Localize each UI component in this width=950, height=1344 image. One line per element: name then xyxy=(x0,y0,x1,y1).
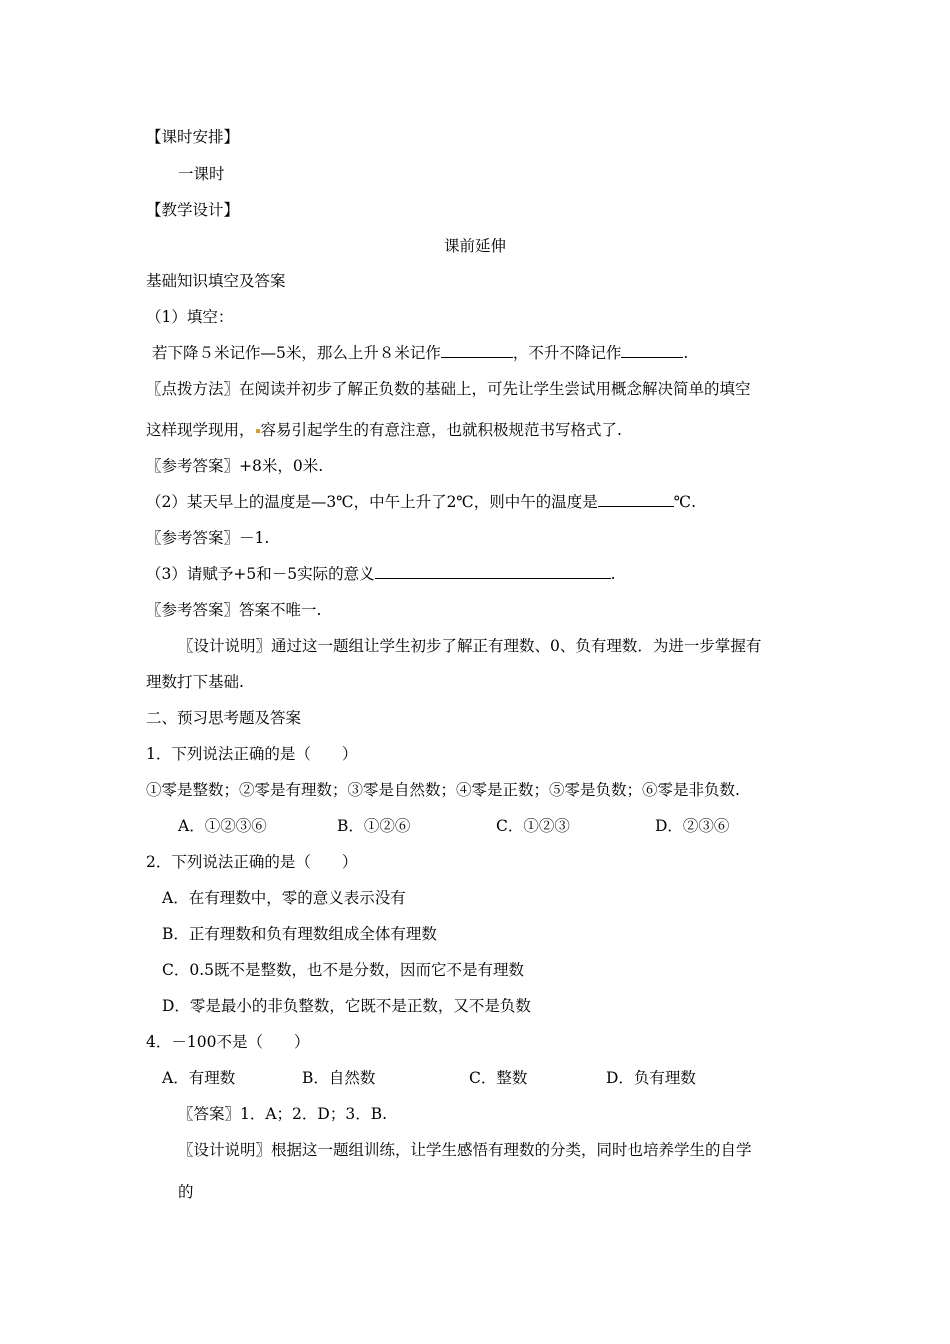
q3-text-a: （3）请赋予+5和－5实际的意义 xyxy=(146,565,375,583)
answer-summary: 〖答案〗1．A；2．D；3．B. xyxy=(178,1105,388,1123)
q1-line xyxy=(152,343,688,363)
question-2: 2．下列说法正确的是（ ） xyxy=(146,853,358,871)
q1-option-b: B．①②⑥ xyxy=(337,817,411,835)
answer-blank xyxy=(441,343,513,358)
answer-blank xyxy=(621,343,683,358)
q1-option-c: C．①②③ xyxy=(496,817,570,835)
part2-title: 二、预习思考题及答案 xyxy=(146,709,302,727)
q2-option-a: A．在有理数中，零的意义表示没有 xyxy=(162,889,406,907)
q2-option-b: B．正有理数和负有理数组成全体有理数 xyxy=(162,925,437,943)
tip-line-2 xyxy=(146,420,622,440)
design-note-1-line-1: 〖设计说明〗通过这一题组让学生初步了解正有理数、0、负有理数．为进一步掌握有 xyxy=(178,637,762,655)
answer-blank xyxy=(375,564,611,579)
design-heading: 【教学设计】 xyxy=(146,201,240,219)
part1-title: 基础知识填空及答案 xyxy=(146,272,286,290)
tip-line-1: 〖点拨方法〗在阅读并初步了解正负数的基础上，可先让学生尝试用概念解决简单的填空 xyxy=(146,380,751,398)
tip-line-2a: 这样现学现用， xyxy=(146,421,255,439)
q3-line xyxy=(146,564,616,584)
q2-text-b: ℃. xyxy=(673,493,697,511)
q1-option-d: D．②③⑥ xyxy=(655,817,730,835)
mark-dot xyxy=(256,429,260,433)
q4-option-b: B．自然数 xyxy=(302,1069,376,1087)
schedule-heading: 【课时安排】 xyxy=(146,128,240,146)
q3-text-b: . xyxy=(610,565,616,583)
q2-option-d: D．零是最小的非负整数，它既不是正数，又不是负数 xyxy=(162,997,531,1015)
schedule-value: 一课时 xyxy=(178,165,225,183)
q2-line xyxy=(146,492,696,512)
answer-blank xyxy=(598,492,674,507)
q1-text-c: . xyxy=(683,344,689,362)
q1-text-a: 若下降５米记作—5米，那么上升８米记作 xyxy=(152,344,441,362)
q2-option-c: C．0.5既不是整数，也不是分数，因而它不是有理数 xyxy=(162,961,525,979)
question-1: 1．下列说法正确的是（ ） xyxy=(146,745,358,763)
q1-option-a: A．①②③⑥ xyxy=(178,817,267,835)
q2-text-a: （2）某天早上的温度是—3℃，中午上升了2℃，则中午的温度是 xyxy=(146,493,598,511)
question-1-statements: ①零是整数；②零是有理数；③零是自然数；④零是正数；⑤零是负数；⑥零是非负数. xyxy=(146,781,740,799)
q1-text-b: ，不升不降记作 xyxy=(512,344,622,362)
answer-3: 〖参考答案〗答案不唯一. xyxy=(146,601,322,619)
question-4: 4．－100不是（ ） xyxy=(146,1033,310,1051)
q4-option-a: A．有理数 xyxy=(162,1069,236,1087)
q4-option-c: C．整数 xyxy=(469,1069,528,1087)
tip-line-2b: 容易引起学生的有意注意，也就积极规范书写格式了. xyxy=(260,421,622,439)
answer-1: 〖参考答案〗+8米，0米. xyxy=(146,457,324,475)
section-title: 课前延伸 xyxy=(443,237,506,255)
design-note-1-line-2: 理数打下基础. xyxy=(146,673,244,691)
answer-2: 〖参考答案〗－1. xyxy=(146,529,270,547)
design-note-2-line-1: 〖设计说明〗根据这一题组训练，让学生感悟有理数的分类，同时也培养学生的自学 xyxy=(178,1141,752,1159)
design-note-2-line-2: 的 xyxy=(178,1183,194,1201)
q1-label: （1）填空： xyxy=(146,308,234,326)
q4-option-d: D．负有理数 xyxy=(606,1069,696,1087)
